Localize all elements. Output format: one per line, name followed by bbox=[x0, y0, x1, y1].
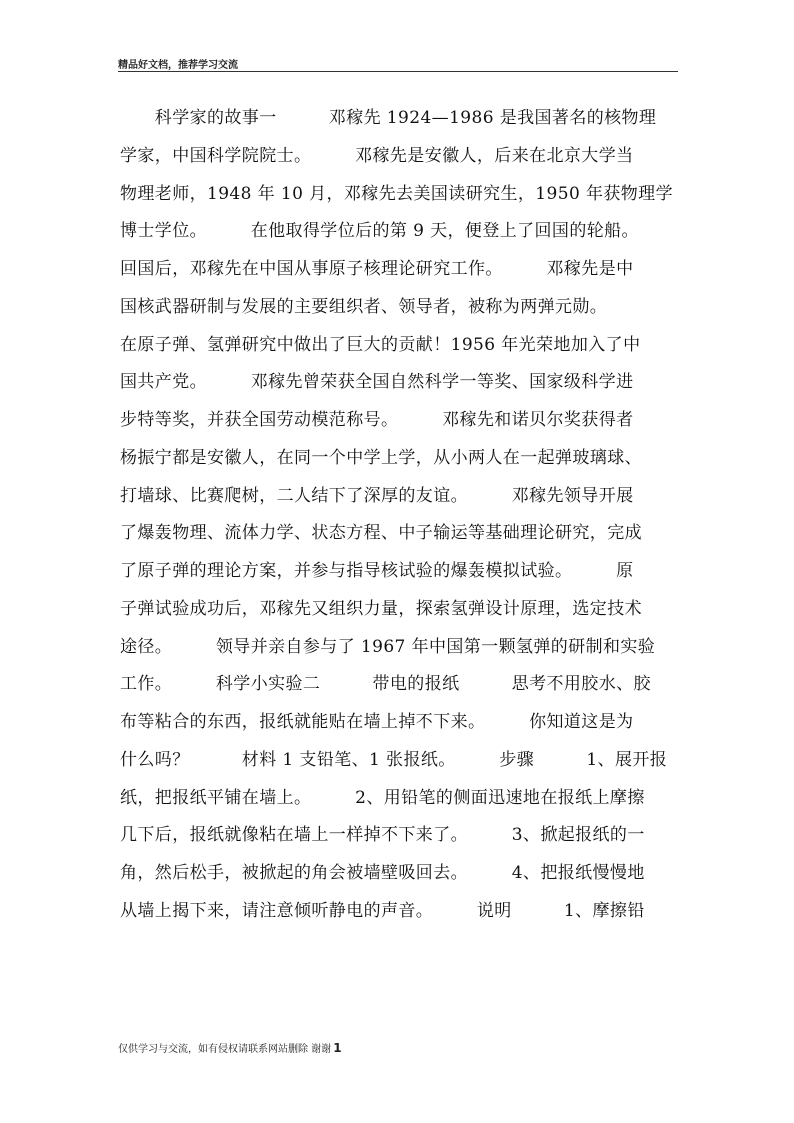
text-line: 回国后，邓稼先在中国从事原子核理论研究工作。 邓稼先是中 bbox=[120, 259, 634, 279]
text-line: 途径。 领导并亲自参与了 1967 年中国第一颗氢弹的研制和实验 bbox=[120, 636, 656, 657]
text-line: 物理老师，1948 年 10 月，邓稼先去美国读研究生，1950 年获物理学 bbox=[120, 183, 673, 204]
page-footer bbox=[118, 1040, 342, 1055]
text-line: 角，然后松手，被掀起的角会被墙壁吸回去。 4、把报纸慢慢地 bbox=[120, 863, 645, 883]
page-header: 精品好文档，推荐学习交流 bbox=[118, 60, 238, 71]
footer-note: 仅供学习与交流，如有侵权请联系网站删除 谢谢 bbox=[118, 1044, 332, 1055]
article-body bbox=[120, 102, 676, 933]
text-line: 科学家的故事一 邓稼先 1924—1986 是我国著名的核物理 bbox=[120, 108, 657, 128]
text-line: 什么吗？ 材料 1 支铅笔、1 张报纸。 步骤 1、展开报 bbox=[120, 749, 668, 770]
page-number: 1 bbox=[333, 1041, 342, 1055]
header-rule bbox=[118, 71, 678, 72]
text-line: 从墙上揭下来，请注意倾听静电的声音。 说明 1、摩擦铅 bbox=[120, 900, 645, 921]
text-line: 杨振宁都是安徽人，在同一个中学上学，从小两人在一起弹玻璃球、 bbox=[120, 447, 642, 468]
text-line: 国核武器研制与发展的主要组织者、领导者，被称为两弹元勋。 bbox=[120, 296, 608, 317]
text-line: 工作。 科学小实验二 带电的报纸 思考不用胶水、胶 bbox=[120, 674, 651, 695]
text-line: 在原子弹、氢弹研究中做出了巨大的贡献！1956 年光荣地加入了中 bbox=[120, 334, 641, 355]
text-line: 国共产党。 邓稼先曾荣获全国自然科学一等奖、国家级科学进 bbox=[120, 372, 634, 393]
text-line: 几下后，报纸就像粘在墙上一样掉不下来了。 3、掀起报纸的一 bbox=[120, 825, 645, 846]
text-line: 学家，中国科学院院士。 邓稼先是安徽人，后来在北京大学当 bbox=[120, 145, 634, 166]
text-line: 打墙球、比赛爬树，二人结下了深厚的友谊。 邓稼先领导开展 bbox=[120, 485, 634, 506]
text-line: 步特等奖，并获全国劳动模范称号。 邓稼先和诺贝尔奖获得者 bbox=[120, 410, 634, 430]
text-line: 了原子弹的理论方案，并参与指导核试验的爆轰模拟试验。 原 bbox=[120, 561, 634, 581]
text-line: 布等粘合的东西，报纸就能贴在墙上掉不下来。 你知道这是为 bbox=[120, 712, 634, 732]
text-line: 子弹试验成功后，邓稼先又组织力量，探索氢弹设计原理，选定技术 bbox=[120, 598, 642, 619]
text-line: 博士学位。 在他取得学位后的第 9 天，便登上了回国的轮船。 bbox=[120, 221, 639, 242]
text-line: 纸，把报纸平铺在墙上。 2、用铅笔的侧面迅速地在报纸上摩擦 bbox=[120, 787, 645, 808]
text-line: 了爆轰物理、流体力学、状态方程、中子输运等基础理论研究，完成 bbox=[120, 523, 642, 544]
